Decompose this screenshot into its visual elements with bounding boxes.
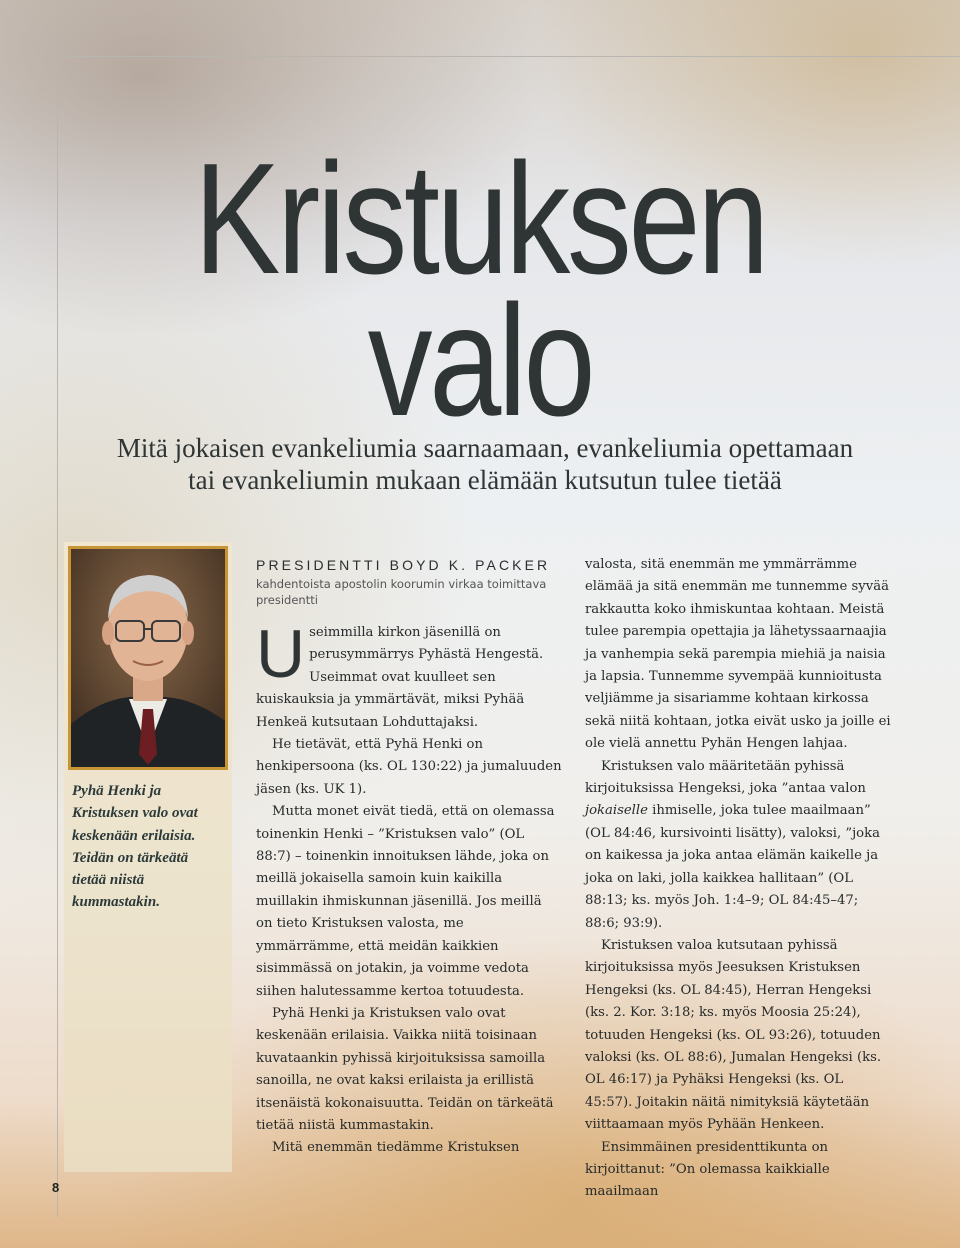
body-paragraph: Mutta monet eivät tiedä, että on olemassa toinenkin Henki – ”Kristuksen valo” (OL 88:7) – toinenkin innoituksen lähde, joka on meillä jokaisella samoin kuin kaikilla muillakin ihmiskunnan jäsenillä. Jos meillä on tieto Kristuksen valosta, me ymmärrämme, että meidän kaikkien sisimmässä on jotakin, ja voimme vedota siihen halutessamme kertoa totuudesta.: [256, 804, 555, 999]
article-subtitle: [60, 432, 910, 496]
article-title-line-2: valo: [367, 273, 593, 449]
author-title: kahdentoista apostolin koorumin virkaa toimittava presidentti: [256, 577, 547, 607]
body-paragraph: Ensimmäinen presidenttikunta on kirjoittanut: ”On olemassa kaikkialle maailmaan: [585, 1139, 830, 1200]
body-paragraph: Pyhä Henki ja Kristuksen valo ovat keskenään erilaisia. Vaikka niitä toisinaan kuvataankin pyhissä kirjoituksissa samoilla sanoilla, ne ovat kaksi erilaista ja erillistä itsenäistä kokonaisuutta. Teidän on tärkeätä tietää niistä kummastakin.: [256, 1005, 554, 1133]
body-column-1: [256, 616, 562, 1160]
subtitle-line-2: tai evankeliumin mukaan elämään kutsutun tulee tietää: [188, 465, 782, 495]
sidebar-pull-quote: Pyhä Henki ja Kristuksen valo ovat keskenään erilaisia. Teidän on tärkeätä tietää niistä kummastakin.: [72, 783, 198, 911]
portrait-illustration: [71, 549, 225, 767]
body-column-2: [585, 554, 891, 1204]
sidebar: [64, 542, 232, 1172]
page-number: 8: [52, 1180, 60, 1195]
subtitle-line-1: Mitä jokaisen evankeliumia saarnaamaan, evankeliumia opettamaan: [116, 433, 854, 463]
paragraph-text: Kristuksen valo määritetään pyhissä kirjoituksissa Hengeksi, joka ”antaa valon: [585, 758, 866, 797]
body-paragraph: [256, 616, 562, 734]
body-paragraph: valosta, sitä enemmän me ymmärrämme elämää ja sitä enemmän me tunnemme syvää rakkautta koko ihmiskuntaa kohtaan. Meistä tulee parempia opettajia ja lähetyssaarnaajia ja vanhempia sekä parempia miehiä ja naisia ja lapsia. Tunnemme syvempää kunnioitusta veljiämme ja sisariamme kohtaan kirkossa sekä niitä kohtaan, jotka eivät usko ja joille ei ole vielä annettu Pyhän Hengen lahjaa.: [585, 557, 891, 752]
paragraph-text: seimmilla kirkon jäsenillä on perusymmärrys Pyhästä Hengestä. Useimmat ovat kuulleet sen kuiskauksia ja ymmärtävät, miksi Pyhää Henkeä kutsutaan Lohduttajaksi.: [256, 625, 544, 730]
paragraph-text: ihmiselle, joka tulee maailmaan” (OL 84:46, kursivointi lisätty), valoksi, ”joka on kaikessa ja joka antaa elämän kaikelle ja joka on laki, jolla kaikkea hallitaan” (OL 88:13; ks. myös Joh. 1:4–9; OL 84:45–47; 88:6; 93:9).: [585, 803, 880, 931]
body-paragraph: Kristuksen valoa kutsutaan pyhissä kirjoituksissa myös Jeesuksen Kristuksen Hengeksi (ks. OL 84:45), Herran Hengeksi (ks. 2. Kor. 3:18; ks. myös Moosia 25:24), totuuden Hengeksi (ks. OL 93:26), totuuden valoksi (ks. OL 88:6), Jumalan Hengeksi (ks. OL 46:17) ja Pyhäksi Hengeksi (ks. OL 45:57). Joitakin näitä nimityksiä käytetään viittaamaan myös Pyhään Henkeen.: [585, 937, 882, 1133]
emphasized-word: jokaiselle: [585, 803, 648, 819]
body-paragraph: He tietävät, että Pyhä Henki on henkipersoona (ks. OL 130:22) ja jumaluuden jäsen (ks. UK 1).: [256, 737, 562, 797]
author-name: PRESIDENTTI BOYD K. PACKER: [256, 557, 551, 573]
drop-cap: U: [256, 616, 306, 692]
body-paragraph: [585, 756, 891, 935]
author-portrait: [68, 546, 228, 770]
body-paragraph: Mitä enemmän tiedämme Kristuksen: [272, 1140, 520, 1156]
article-title-line-1: Kristuksen: [193, 131, 767, 307]
byline: [256, 556, 576, 608]
